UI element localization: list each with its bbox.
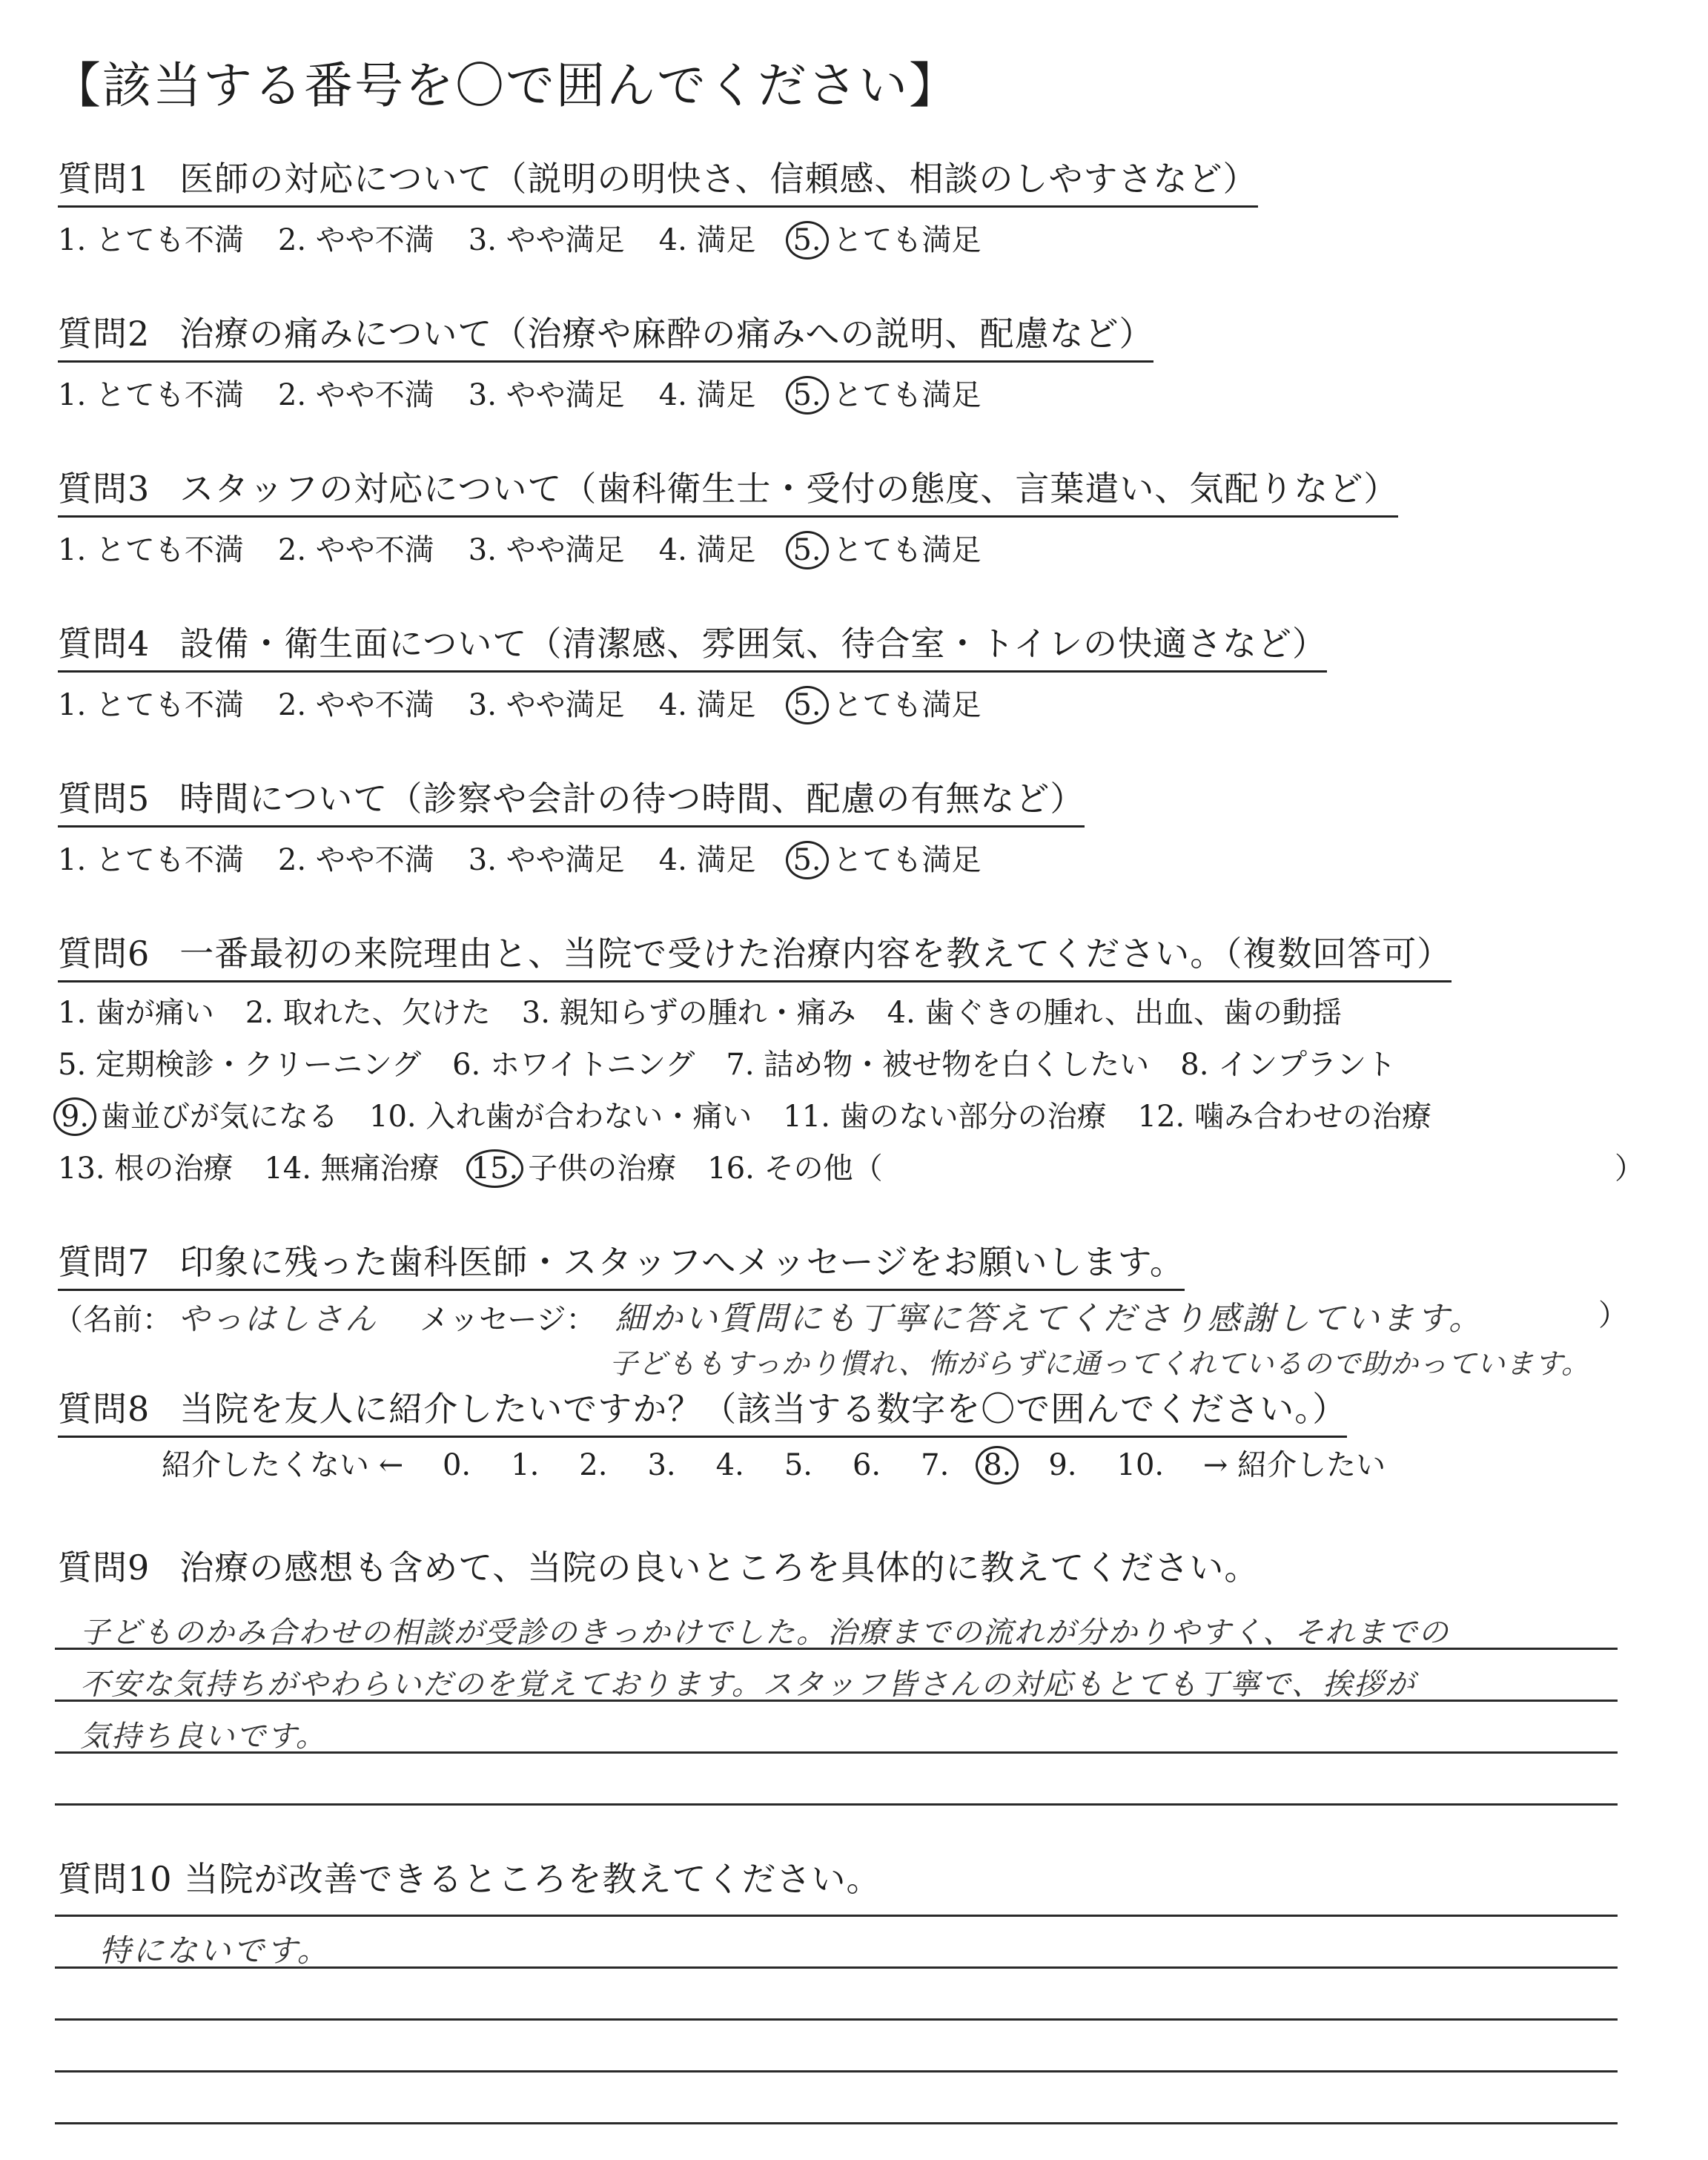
question-9-title — [58, 1541, 1259, 1590]
rating-option-5-selected[interactable] — [790, 371, 982, 415]
q6-option-label: 子供の治療 — [528, 1152, 677, 1186]
rating-options — [58, 526, 1398, 569]
answer-line — [55, 1803, 1618, 1806]
rating-option-1[interactable]: 1. とても不満 — [58, 223, 244, 257]
rating-option-label: とても満足 — [833, 843, 982, 877]
rating-option-2[interactable]: 2. やや不満 — [277, 533, 434, 567]
rating-option-5-selected[interactable] — [790, 526, 982, 569]
message-line-1[interactable]: 細かい質問にも丁寧に答えてくださり感謝しています。 — [615, 1300, 1484, 1338]
q8-scale — [162, 1441, 1386, 1484]
q6-option-2[interactable]: 2. 取れた、欠けた — [245, 996, 491, 1030]
question-5-title — [58, 772, 1085, 828]
rating-option-4[interactable]: 4. 満足 — [658, 688, 756, 722]
question-8 — [58, 1382, 1347, 1438]
q6-option-16[interactable]: 16. その他（ — [707, 1152, 883, 1186]
question-text: 設備・衛生面について（清潔感、雰囲気、待合室・トイレの快適さなど） — [179, 624, 1328, 664]
q6-option-6[interactable]: 6. ホワイトニング — [452, 1048, 695, 1082]
rating-option-1[interactable]: 1. とても不満 — [58, 843, 244, 877]
scale-option-7[interactable]: 7. — [921, 1448, 950, 1482]
question-text: 治療の感想も含めて、当院の良いところを具体的に教えてください。 — [179, 1548, 1260, 1588]
question-3 — [58, 462, 1398, 569]
rating-options — [58, 836, 1085, 879]
q9-answer-area[interactable] — [55, 1594, 1618, 1832]
name-value[interactable]: やっはしさん — [178, 1301, 379, 1337]
rating-option-5-selected[interactable] — [790, 836, 982, 879]
question-10-title — [58, 1852, 881, 1901]
rating-option-3[interactable]: 3. やや満足 — [468, 843, 625, 877]
rating-option-3[interactable]: 3. やや満足 — [468, 533, 625, 567]
q6-option-label: 歯並びが気になる — [101, 1100, 338, 1134]
question-9 — [58, 1541, 1259, 1590]
q6-row-3 — [58, 1091, 1644, 1143]
question-number: 質問3 — [58, 469, 150, 509]
scale-option-4[interactable]: 4. — [715, 1448, 744, 1482]
q10-answer-area[interactable] — [55, 1903, 1618, 2147]
question-4-title — [58, 617, 1327, 673]
scale-option-6[interactable]: 6. — [852, 1448, 881, 1482]
question-text: 当院を友人に紹介したいですか？（該当する数字を〇で囲んでください。） — [179, 1389, 1348, 1429]
rating-option-1[interactable]: 1. とても不満 — [58, 533, 244, 567]
question-number: 質問4 — [58, 624, 150, 664]
question-text: 当院が改善できるところを教えてください。 — [184, 1859, 881, 1899]
q6-option-13[interactable]: 13. 根の治療 — [58, 1152, 234, 1186]
rating-option-1[interactable]: 1. とても不満 — [58, 688, 244, 722]
circled-number: 5. — [786, 531, 829, 569]
rating-option-4[interactable]: 4. 満足 — [658, 533, 756, 567]
scale-option-9[interactable]: 9. — [1048, 1448, 1077, 1482]
rating-option-2[interactable]: 2. やや不満 — [277, 688, 434, 722]
question-6-title — [58, 927, 1452, 982]
q9-answer-line-3: 気持ち良いです。 — [80, 1720, 327, 1754]
question-4 — [58, 617, 1327, 724]
rating-option-5-selected[interactable] — [790, 681, 982, 724]
answer-line — [55, 1915, 1618, 1917]
q9-answer-line-2: 不安な気持ちがやわらいだのを覚えております。スタッフ皆さんの対応もとても丁寧で、挨拶が — [80, 1668, 1416, 1702]
answer-line — [55, 2018, 1618, 2021]
answer-line — [55, 2122, 1618, 2124]
question-8-title — [58, 1382, 1347, 1438]
name-label: （名前： — [53, 1303, 172, 1337]
q6-row-4 — [58, 1143, 1644, 1195]
message-label: メッセージ： — [420, 1303, 596, 1337]
question-number: 質問9 — [58, 1548, 150, 1588]
question-text: 一番最初の来院理由と、当院で受けた治療内容を教えてください。（複数回答可） — [179, 934, 1452, 974]
scale-option-3[interactable]: 3. — [647, 1448, 676, 1482]
rating-option-2[interactable]: 2. やや不満 — [277, 843, 434, 877]
rating-option-2[interactable]: 2. やや不満 — [277, 223, 434, 257]
scale-option-1[interactable]: 1. — [511, 1448, 540, 1482]
rating-option-5-selected[interactable] — [790, 217, 982, 260]
rating-option-3[interactable]: 3. やや満足 — [468, 378, 625, 412]
question-number: 質問5 — [58, 779, 150, 819]
question-text: 医師の対応について（説明の明快さ、信頼感、相談のしやすさなど） — [179, 159, 1258, 199]
rating-option-label: とても満足 — [833, 378, 982, 412]
rating-option-4[interactable]: 4. 満足 — [658, 378, 756, 412]
q6-row-1 — [58, 987, 1644, 1039]
question-number: 質問7 — [58, 1242, 150, 1282]
question-number: 質問8 — [58, 1389, 150, 1429]
question-5 — [58, 772, 1085, 879]
q6-option-15-selected[interactable] — [471, 1143, 677, 1195]
q6-option-8[interactable]: 8. インプラント — [1180, 1048, 1397, 1082]
message-close-paren: ） — [1598, 1298, 1628, 1332]
q6-option-5[interactable]: 5. 定期検診・クリーニング — [58, 1048, 422, 1082]
question-text: スタッフの対応について（歯科衛生士・受付の態度、言葉遣い、気配りなど） — [179, 469, 1399, 509]
q6-row-2 — [58, 1039, 1644, 1091]
rating-option-2[interactable]: 2. やや不満 — [277, 378, 434, 412]
question-number: 質問1 — [58, 159, 150, 199]
scale-option-10[interactable]: 10. — [1116, 1448, 1165, 1482]
circled-number: 9. — [53, 1097, 96, 1136]
q10-answer-line-1: 特にないです。 — [99, 1932, 331, 1969]
scale-option-5[interactable]: 5. — [784, 1448, 812, 1482]
answer-line — [55, 2070, 1618, 2073]
q6-option-1[interactable]: 1. 歯が痛い — [58, 996, 214, 1030]
rating-option-label: とても満足 — [833, 533, 982, 567]
q6-option-3[interactable]: 3. 親知らずの腫れ・痛み — [521, 996, 856, 1030]
scale-option-8-selected[interactable]: 8. — [976, 1446, 1019, 1484]
rating-option-label: とても満足 — [833, 688, 982, 722]
circled-number: 5. — [786, 376, 829, 415]
q7-name-row — [53, 1292, 1483, 1339]
q9-answer-line-1: 子どものかみ合わせの相談が受診のきっかけでした。治療までの流れが分かりやすく、それまでの — [80, 1616, 1450, 1650]
rating-option-label: とても満足 — [833, 223, 982, 257]
question-2-title — [58, 307, 1153, 363]
question-7 — [58, 1235, 1185, 1291]
rating-option-3[interactable]: 3. やや満足 — [468, 223, 625, 257]
question-text: 時間について（診察や会計の待つ時間、配慮の有無など） — [179, 779, 1085, 819]
rating-options — [58, 217, 1258, 260]
q6-other-close-paren: ） — [1615, 1152, 1644, 1186]
message-line-2[interactable]: 子どももすっかり慣れ、怖がらずに通ってくれているので助かっています。 — [609, 1347, 1590, 1380]
scale-right-label: → 紹介したい — [1202, 1448, 1386, 1482]
rating-option-4[interactable]: 4. 満足 — [658, 223, 756, 257]
circled-number: 15. — [466, 1149, 524, 1188]
question-number: 質問2 — [58, 314, 150, 354]
page-header: 【該当する番号を〇で囲んでください】 — [52, 57, 959, 114]
scale-left-label: 紹介したくない ← — [162, 1448, 404, 1482]
circled-number: 5. — [786, 686, 829, 724]
scale-option-0[interactable]: 0. — [442, 1448, 471, 1482]
question-1-title — [58, 152, 1258, 208]
q6-option-4[interactable]: 4. 歯ぐきの腫れ、出血、歯の動揺 — [887, 996, 1342, 1030]
q6-option-12[interactable]: 12. 噛み合わせの治療 — [1137, 1100, 1431, 1134]
rating-option-1[interactable]: 1. とても不満 — [58, 378, 244, 412]
q6-option-14[interactable]: 14. 無痛治療 — [264, 1152, 440, 1186]
rating-options — [58, 681, 1327, 724]
question-text: 治療の痛みについて（治療や麻酔の痛みへの説明、配慮など） — [179, 314, 1154, 354]
q6-option-11[interactable]: 11. 歯のない部分の治療 — [783, 1100, 1107, 1134]
rating-options — [58, 371, 1153, 415]
circled-number: 5. — [786, 841, 829, 879]
circled-number: 5. — [786, 221, 829, 260]
question-10 — [58, 1852, 881, 1901]
rating-option-4[interactable]: 4. 満足 — [658, 843, 756, 877]
q6-option-10[interactable]: 10. 入れ歯が合わない・痛い — [369, 1100, 752, 1134]
q6-option-9-selected[interactable] — [58, 1091, 338, 1143]
question-6 — [58, 927, 1644, 1195]
q6-option-7[interactable]: 7. 詰め物・被せ物を白くしたい — [726, 1048, 1150, 1082]
scale-option-2[interactable]: 2. — [579, 1448, 608, 1482]
question-number: 質問6 — [58, 934, 150, 974]
rating-option-3[interactable]: 3. やや満足 — [468, 688, 625, 722]
question-1 — [58, 152, 1258, 260]
question-2 — [58, 307, 1153, 415]
question-number: 質問10 — [58, 1859, 173, 1899]
question-7-title — [58, 1235, 1185, 1291]
question-3-title — [58, 462, 1398, 518]
question-text: 印象に残った歯科医師・スタッフへメッセージをお願いします。 — [179, 1242, 1185, 1282]
